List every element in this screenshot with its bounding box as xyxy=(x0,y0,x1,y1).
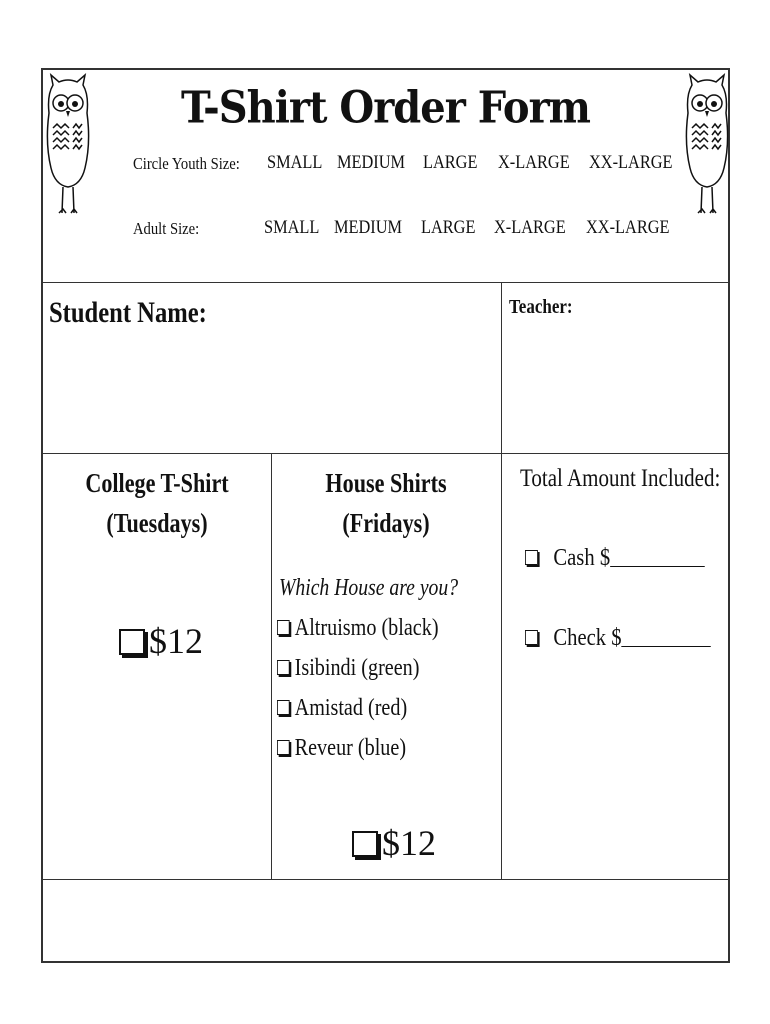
house-option-amistad[interactable] xyxy=(277,695,407,722)
form-title: T-Shirt Order Form xyxy=(180,81,590,134)
house-price-option[interactable] xyxy=(352,822,436,864)
adult-size-small[interactable]: SMALL xyxy=(264,217,320,238)
college-shirt-day: (Tuesdays) xyxy=(106,508,208,538)
total-amount-label: Total Amount Included: xyxy=(520,465,721,492)
adult-size-xlarge[interactable]: X-LARGE xyxy=(494,217,566,238)
house-checkbox-icon[interactable] xyxy=(352,831,378,857)
adult-size-label: Adult Size: xyxy=(133,219,200,238)
divider-teacher xyxy=(501,282,502,879)
divider-college xyxy=(271,453,272,879)
house-shirt-title: House Shirts xyxy=(325,468,447,498)
house-option-label: Reveur (blue) xyxy=(294,735,407,761)
checkbox-icon[interactable] xyxy=(277,740,290,755)
cash-label: Cash $ xyxy=(553,545,611,571)
cash-amount-blank[interactable] xyxy=(610,546,705,567)
check-label: Check $ xyxy=(553,625,622,651)
college-price: $12 xyxy=(149,621,203,661)
youth-size-large[interactable]: LARGE xyxy=(423,152,478,173)
youth-size-label: Circle Youth Size: xyxy=(133,154,240,173)
order-form xyxy=(41,68,730,963)
divider-header xyxy=(43,282,728,283)
divider-names xyxy=(43,453,728,454)
check-payment-option[interactable] xyxy=(525,625,711,652)
adult-size-large[interactable]: LARGE xyxy=(421,217,476,238)
youth-size-xlarge[interactable]: X-LARGE xyxy=(498,152,570,173)
checkbox-icon[interactable] xyxy=(277,700,290,715)
house-option-label: Amistad (red) xyxy=(294,695,408,721)
college-shirt-title: College T-Shirt xyxy=(85,468,229,498)
youth-size-xxlarge[interactable]: XX-LARGE xyxy=(589,152,673,173)
college-checkbox-icon[interactable] xyxy=(119,629,145,655)
house-option-label: Altruismo (black) xyxy=(294,615,439,641)
teacher-label: Teacher: xyxy=(509,296,573,318)
checkbox-icon[interactable] xyxy=(525,630,538,645)
divider-footer xyxy=(43,879,728,880)
house-option-isibindi[interactable] xyxy=(277,655,419,682)
house-question: Which House are you? xyxy=(279,575,459,601)
house-option-altruismo[interactable] xyxy=(277,615,439,642)
cash-payment-option[interactable] xyxy=(525,545,705,572)
checkbox-icon[interactable] xyxy=(277,620,290,635)
checkbox-icon[interactable] xyxy=(277,660,290,675)
house-shirt-heading xyxy=(292,463,481,543)
student-name-label: Student Name: xyxy=(49,296,207,329)
house-option-label: Isibindi (green) xyxy=(294,655,420,681)
college-price-option[interactable] xyxy=(119,620,203,662)
college-shirt-heading xyxy=(64,463,251,543)
adult-size-medium[interactable]: MEDIUM xyxy=(334,217,403,238)
check-amount-blank[interactable] xyxy=(622,626,711,647)
youth-size-medium[interactable]: MEDIUM xyxy=(337,152,406,173)
house-option-reveur[interactable] xyxy=(277,735,406,762)
house-shirt-day: (Fridays) xyxy=(342,508,430,538)
house-price: $12 xyxy=(382,823,436,863)
youth-size-small[interactable]: SMALL xyxy=(267,152,323,173)
checkbox-icon[interactable] xyxy=(525,550,538,565)
adult-size-xxlarge[interactable]: XX-LARGE xyxy=(586,217,670,238)
